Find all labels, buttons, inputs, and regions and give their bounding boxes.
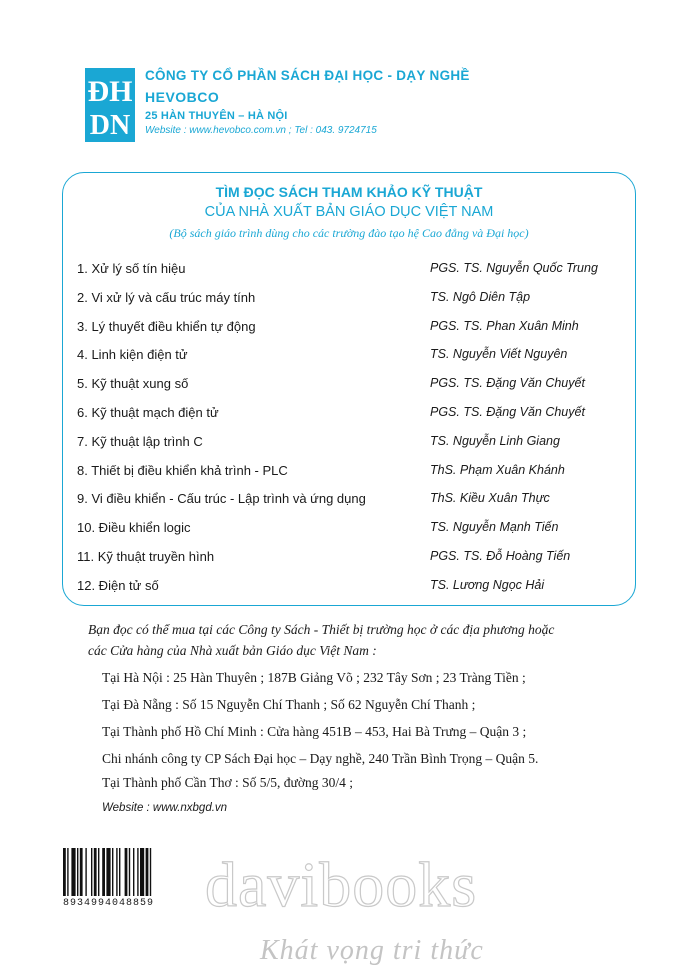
book-author: TS. Lương Ngọc Hải (430, 577, 545, 592)
store-cantho: Tại Thành phố Cần Thơ : Số 5/5, đường 30/4 ; (102, 775, 353, 790)
publisher-brand: HEVOBCO (145, 89, 220, 105)
book-title: 7. Kỹ thuật lập trình C (77, 433, 203, 449)
book-list-panel (62, 172, 636, 606)
book-author: TS. Ngô Diên Tập (430, 289, 531, 304)
book-title: 1. Xử lý số tín hiệu (77, 261, 186, 276)
book-list-title-publisher: CỦA NHÀ XUẤT BẢN GIÁO DỤC VIỆT NAM (204, 204, 494, 220)
book-title: 9. Vi điều khiển - Cấu trúc - Lập trình và ứng dụng (77, 491, 366, 507)
book-list-subtitle: (Bộ sách giáo trình dùng cho các trường đào tạo hệ Cao đẳng và Đại học) (169, 226, 529, 240)
watermark-brand: davibooks (205, 849, 478, 920)
publisher-contact: Website : www.hevobco.com.vn ; Tel : 043. 9724715 (145, 125, 377, 136)
book-author: PGS. TS. Nguyễn Quốc Trung (430, 261, 598, 275)
publisher-logo (85, 68, 135, 142)
book-author: TS. Nguyễn Viết Nguyên (430, 347, 568, 362)
store-hcm: Tại Thành phố Hồ Chí Minh : Cửa hàng 451B – 453, Hai Bà Trưng – Quận 3 ; (102, 724, 527, 739)
book-author: TS. Nguyễn Mạnh Tiến (430, 520, 559, 535)
store-hcm-branch: Chi nhánh công ty CP Sách Đại học – Dạy nghề, 240 Trần Bình Trọng – Quận 5. (102, 751, 539, 766)
book-author: PGS. TS. Đặng Văn Chuyết (430, 376, 585, 391)
book-author: PGS. TS. Phan Xuân Minh (430, 318, 579, 333)
book-row (77, 549, 625, 571)
svg-text:ĐH: ĐH (87, 75, 133, 108)
book-row (77, 319, 625, 341)
book-row (77, 491, 625, 513)
book-title: 8. Thiết bị điều khiển khả trình - PLC (77, 462, 288, 478)
book-title: 2. Vi xử lý và cấu trúc máy tính (77, 289, 256, 305)
book-title: 6. Kỹ thuật mạch điện tử (77, 405, 219, 420)
book-title: 12. Điện tử số (77, 577, 159, 593)
publisher-company-name: CÔNG TY CỔ PHẦN SÁCH ĐẠI HỌC - DẠY NGHỀ (145, 68, 470, 83)
watermark-slogan: Khát vọng tri thức (260, 935, 484, 966)
book-title: 4. Linh kiện điện tử (77, 347, 188, 363)
book-row (77, 578, 625, 600)
book-row (77, 520, 625, 542)
book-row (77, 261, 625, 283)
store-danang: Tại Đà Nẵng : Số 15 Nguyễn Chí Thanh ; Số 62 Nguyễn Chí Thanh ; (102, 697, 476, 712)
book-title: 5. Kỹ thuật xung số (77, 376, 189, 392)
book-row (77, 290, 625, 312)
barcode-number: 8934994048859 (63, 898, 155, 909)
store-hanoi: Tại Hà Nội : 25 Hàn Thuyên ; 187B Giảng Võ ; 232 Tây Sơn ; 23 Tràng Tiền ; (102, 670, 526, 685)
book-row (77, 347, 625, 369)
book-row (77, 434, 625, 456)
barcode (63, 848, 183, 896)
svg-text:DN: DN (89, 110, 131, 141)
book-author: PGS. TS. Đỗ Hoàng Tiến (430, 549, 571, 563)
publisher-address: 25 HÀN THUYÊN – HÀ NỘI (145, 110, 288, 122)
book-list-title: TÌM ĐỌC SÁCH THAM KHẢO KỸ THUẬT (215, 184, 483, 200)
purchase-intro-line1: Bạn đọc có thể mua tại các Công ty Sách - Thiết bị trường học ở các địa phương hoặc (88, 622, 555, 637)
book-title: 11. Kỹ thuật truyền hình (77, 549, 215, 564)
purchase-intro-line2: các Cửa hàng của Nhà xuất bản Giáo dục Việt Nam : (88, 643, 377, 658)
book-author: ThS. Phạm Xuân Khánh (430, 462, 565, 477)
book-row (77, 405, 625, 427)
book-author: ThS. Kiều Xuân Thực (430, 491, 550, 506)
book-author: TS. Nguyễn Linh Giang (430, 433, 560, 448)
nxbgd-website: Website : www.nxbgd.vn (102, 802, 228, 814)
book-author: PGS. TS. Đặng Văn Chuyết (430, 405, 585, 419)
book-row (77, 463, 625, 485)
book-title: 3. Lý thuyết điều khiển tự động (77, 318, 256, 334)
book-title: 10. Điều khiển logic (77, 520, 191, 536)
book-row (77, 376, 625, 398)
